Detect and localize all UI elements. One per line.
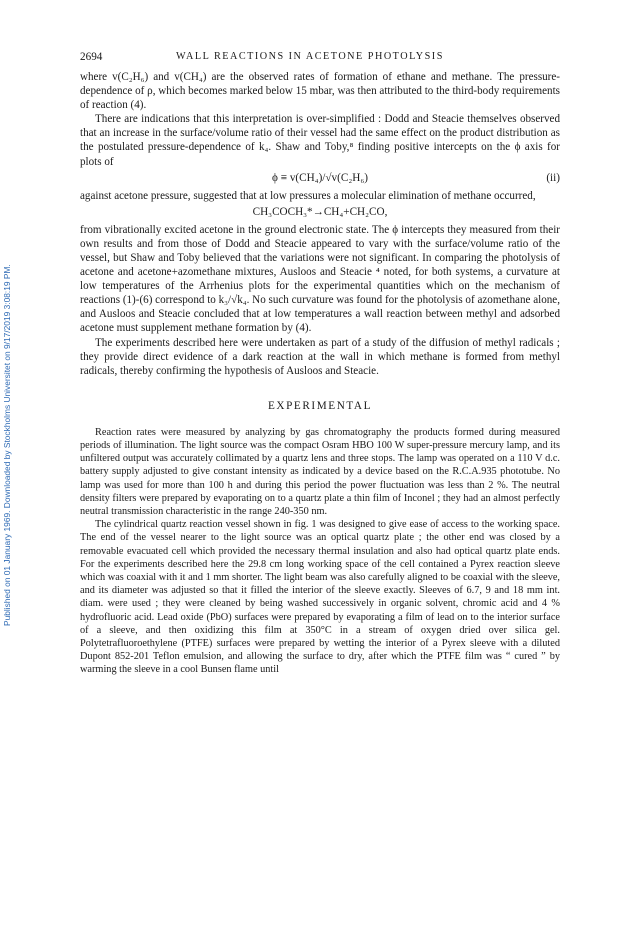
download-notice: Published on 01 January 1969. Downloaded by Stockholms Universitet on 9/17/2019 3:08:19 PM.: [2, 264, 12, 626]
paragraph: where v(C₂H₆) and v(CH₄) are the observed rates of formation of ethane and methane. The pressure-dependence of ρ, which becomes marked below 15 mbar, was then attributed to the third-body requirements of reaction (4).: [80, 71, 560, 112]
paragraph: against acetone pressure, suggested that at low pressures a molecular elimination of methane occurred,: [80, 189, 536, 202]
reaction-equation: [80, 205, 560, 220]
page-header: [80, 51, 560, 65]
experimental-section: [80, 426, 560, 677]
paragraph: The cylindrical quartz reaction vessel shown in fig. 1 was designed to give ease of access to the working space. The end of the vessel nearer to the light source was an optical quartz plate ; the other end was closed by a removable evacuated cell which provided the necessary thermal insulation and also had optical quartz plate ends. For the experiments described here the 29.8 cm long working space of the cell contained a Pyrex reaction sleeve which was coaxial with it and 1 mm shorter. The light beam was also carefully aligned to be coaxial with the sleeve, and its diameter was adjusted so that it filled the interior of the sleeve exactly. Sleeves of 6.7, 9 and 18 mm int. diam. were used ; they were cleaned by being washed successively in organic solvent, chromic acid and 4 % hydrofluoric acid. Lead oxide (PbO) surfaces were prepared by evaporating a film of lead on to the interior surface of a sleeve, and then oxidizing this film at 350°C in a stream of oxygen dried over silica gel. Polytetrafluoroethylene (PTFE) surfaces were prepared by wetting the interior of a Pyrex sleeve with a diluted Dupont 852-201 Teflon emulsion, and allowing the surface to dry, after which the PTFE film was “ cured ” by warming the sleeve in a cool Bunsen flame until: [80, 519, 560, 676]
download-watermark: [0, 0, 18, 931]
paragraph: Reaction rates were measured by analyzing by gas chromatography the products formed during measured periods of illumination. The light source was the compact Osram HBO 100 W super-pressure mercury lamp, and its unfiltered output was accurately collimated by a quartz lens and three stops. The lamp was operated on a 110 V d.c. battery supply adjusted to give constant intensity as indicated by a device based on the R.C.A.935 phototube. No lamp was used for more than 100 h and during this period the power fluctuation was less than 2 %. The neutral density filters were prepared by evaporating on to a quartz plate a thin film of Inconel ; they had an almost perfectly neutral transmission characteristic in the range 240-350 nm.: [80, 426, 560, 517]
article-body: [80, 70, 560, 677]
equation-text: ϕ ≡ v(CH₄)/√v(C₂H₆): [272, 171, 368, 184]
section-heading: EXPERIMENTAL: [267, 399, 373, 412]
paragraph: The experiments described here were undertaken as part of a study of the diffusion of methyl radicals ; they provide direct evidence of a dark reaction at the wall in which methane is formed from methyl radicals, thereby confirming the hypothesis of Ausloos and Steacie.: [80, 336, 560, 377]
equation-ii: [80, 171, 560, 186]
paragraph: There are indications that this interpretation is over-simplified : Dodd and Steacie themselves observed that an increase in the surface/volume ratio of their vessel had the same effect on the product distribution as the postulated pressure-dependence of k₄. Shaw and Toby,⁸ finding positive intercepts on the ϕ axis for plots of: [80, 113, 560, 168]
equation-text: CH₃COCH₃*→CH₄+CH₂CO,: [252, 205, 388, 218]
running-title: WALL REACTIONS IN ACETONE PHOTOLYSIS: [176, 51, 444, 62]
paragraph: from vibrationally excited acetone in the ground electronic state. The ϕ intercepts they measured from their own results and from those of Dodd and Steacie appeared to vary with the surface/volume ratio of the vessel, but Shaw and Toby believed that the variations were not significant. In comparing the photolysis of acetone and acetone+azomethane mixtures, Ausloos and Steacie ⁴ noted, for both systems, a curvature at low temperatures of the Arrhenius plots for the experimental quantities which on the mechanism of reactions (1)-(6) correspond to k₃/√k₄. No such curvature was found for the photolysis of azomethane alone, and Ausloos and Steacie concluded that at low temperatures a wall reaction between methyl and adsorbed acetone must supplement methane formation by (4).: [80, 223, 560, 335]
equation-label: (ii): [546, 171, 560, 184]
page-number: 2694: [80, 51, 103, 63]
